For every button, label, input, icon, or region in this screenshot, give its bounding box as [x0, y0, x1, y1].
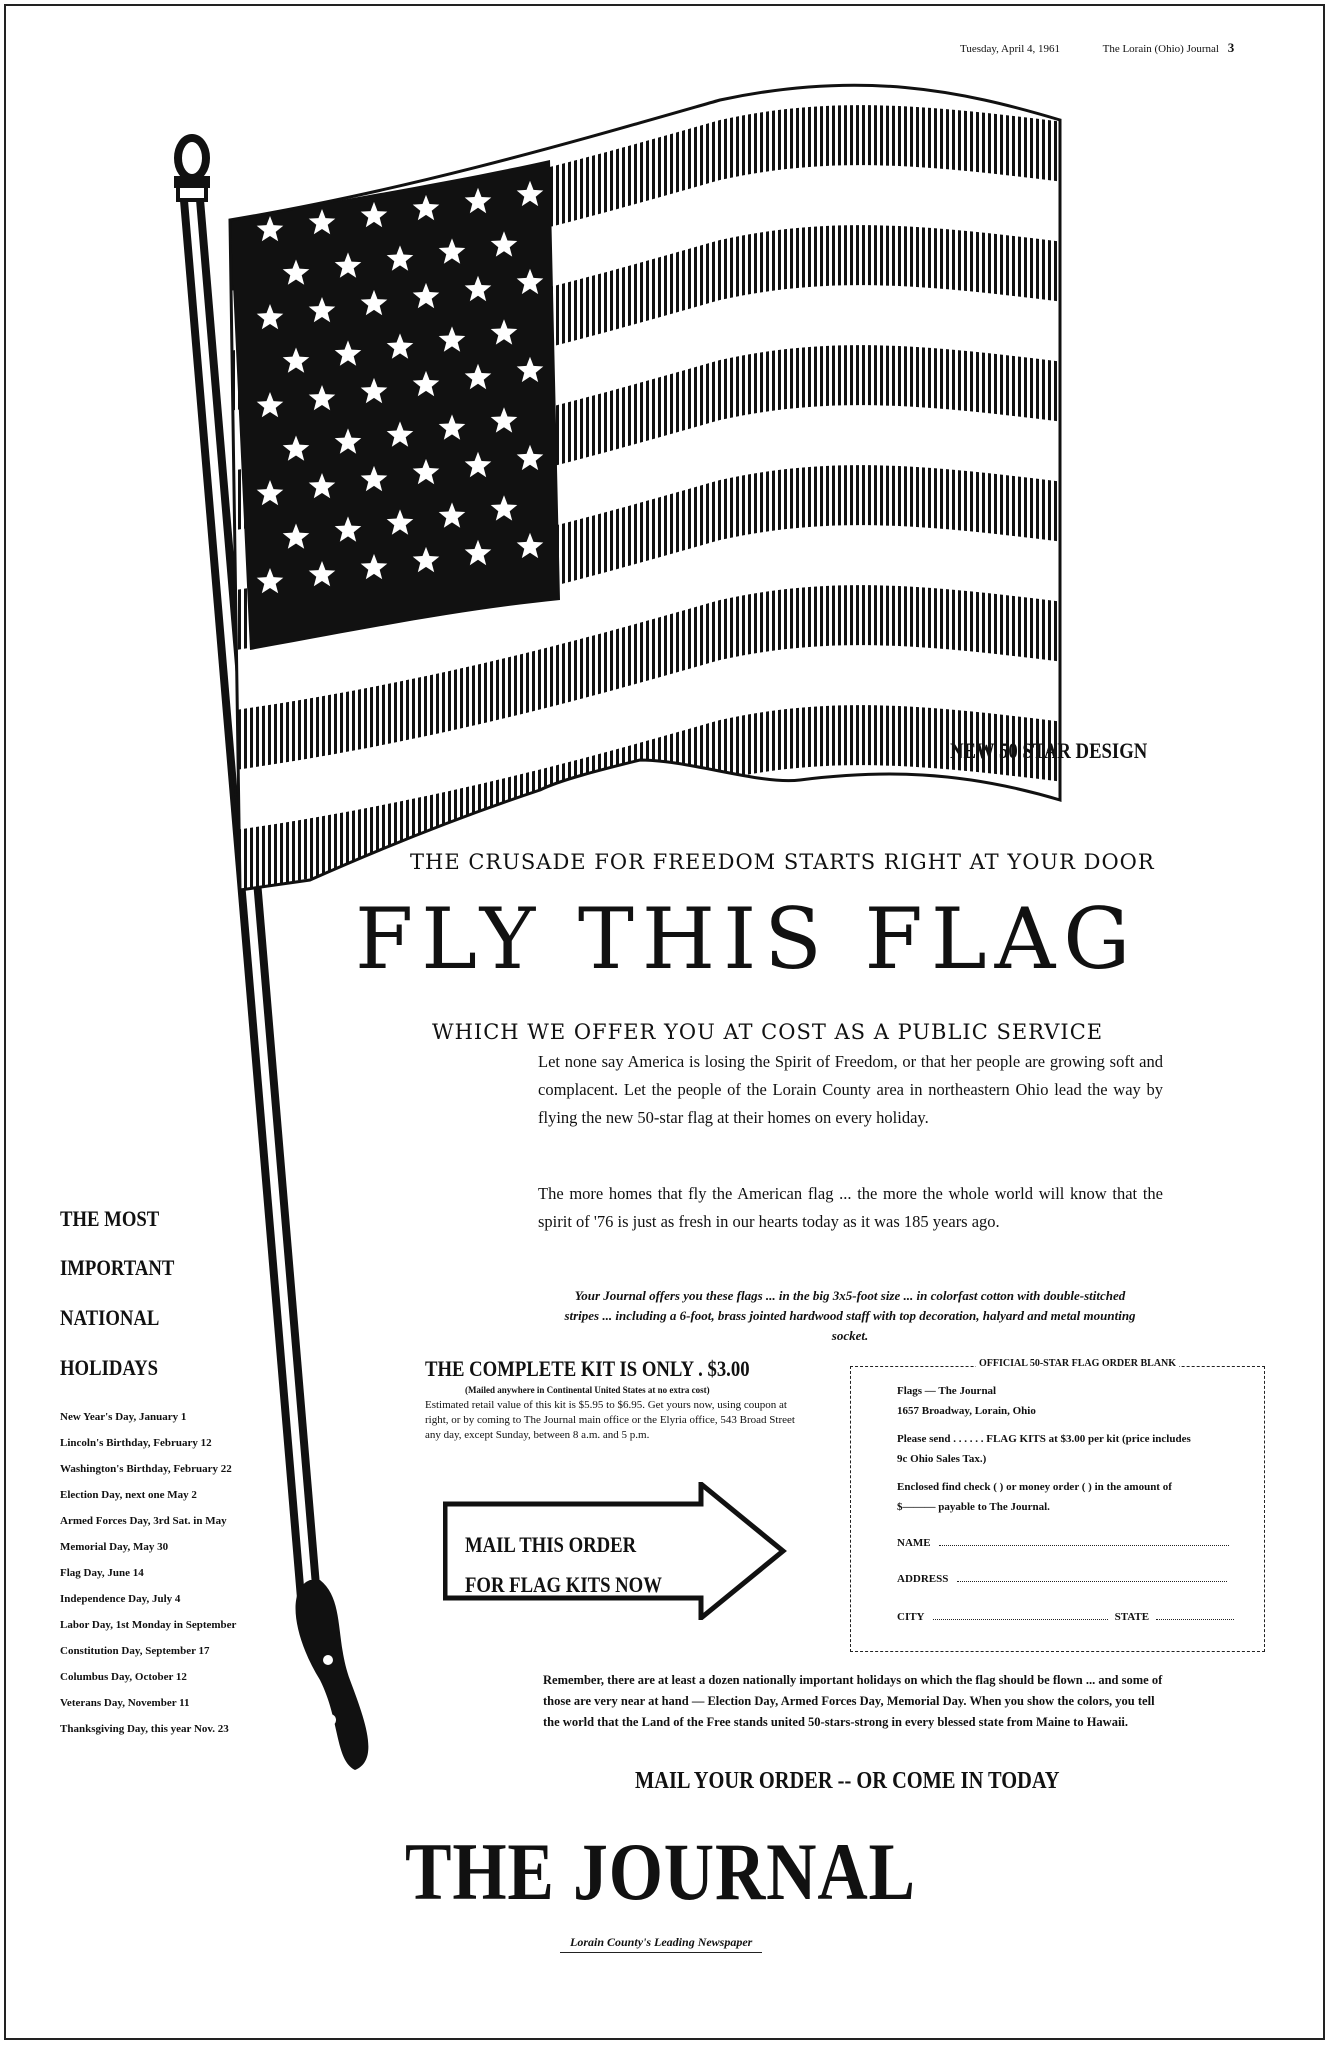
brand-tagline: Lorain County's Leading Newspaper: [560, 1935, 762, 1953]
brand-logo: THE JOURNAL: [405, 1826, 916, 1917]
order-form-title: OFFICIAL 50-STAR FLAG ORDER BLANK: [976, 1358, 1179, 1369]
list-item: Veterans Day, November 11: [60, 1697, 190, 1709]
masthead-date: Tuesday, April 4, 1961: [960, 43, 1061, 55]
city-label: CITY: [897, 1611, 925, 1623]
mail-order-line-2: FOR FLAG KITS NOW: [465, 1572, 662, 1597]
list-item: Thanksgiving Day, this year Nov. 23: [60, 1723, 229, 1735]
ad-paragraph-2: The more homes that fly the American flag ... the more the whole world will know that the spirit of '76 is just as fresh in our hearts today as it was 185 years ago.: [538, 1184, 1163, 1231]
ad-subhead: WHICH WE OFFER YOU AT COST AS A PUBLIC SERVICE: [432, 1020, 1104, 1044]
list-item: Armed Forces Day, 3rd Sat. in May: [60, 1515, 227, 1527]
order-quantity-line[interactable]: Please send . . . . . . FLAG KITS at $3.00 per kit (price includes: [897, 1433, 1191, 1445]
masthead-paper: The Lorain (Ohio) Journal: [1102, 43, 1219, 55]
kit-price-title: THE COMPLETE KIT IS ONLY . $3.00: [425, 1356, 750, 1381]
address-label: ADDRESS: [897, 1573, 949, 1585]
name-input-line[interactable]: [939, 1545, 1229, 1546]
ad-kicker: THE CRUSADE FOR FREEDOM STARTS RIGHT AT YOUR DOOR: [410, 850, 1155, 874]
address-field[interactable]: [897, 1573, 1252, 1585]
holidays-title-line-2: IMPORTANT: [60, 1255, 175, 1280]
holiday-list: [60, 1404, 236, 1742]
mail-order-line-1: MAIL THIS ORDER: [465, 1532, 637, 1557]
list-item: Memorial Day, May 30: [60, 1541, 169, 1553]
state-input-line[interactable]: [1156, 1619, 1234, 1620]
kit-shipping-note: (Mailed anywhere in Continental United States at no extra cost): [465, 1385, 710, 1395]
order-payment-line[interactable]: Enclosed find check ( ) or money order ( ) in the amount of: [897, 1481, 1172, 1493]
finial-icon: [174, 138, 210, 200]
list-item: Labor Day, 1st Monday in September: [60, 1619, 237, 1631]
list-item: Election Day, next one May 2: [60, 1489, 197, 1501]
call-to-action: MAIL YOUR ORDER -- OR COME IN TODAY: [635, 1768, 1060, 1794]
order-addressee-1: Flags — The Journal: [897, 1385, 997, 1397]
holidays-title-line-1: THE MOST: [60, 1206, 160, 1231]
masthead: [960, 40, 1274, 56]
list-item: Columbus Day, October 12: [60, 1671, 187, 1683]
order-form: [850, 1358, 1265, 1652]
flag-design-badge: NEW 50 STAR DESIGN: [950, 738, 1148, 763]
city-input-line[interactable]: [933, 1619, 1108, 1620]
name-field[interactable]: [897, 1537, 1252, 1549]
address-input-line[interactable]: [957, 1581, 1227, 1582]
list-item: Constitution Day, September 17: [60, 1645, 210, 1657]
list-item: Washington's Birthday, February 22: [60, 1463, 232, 1475]
ad-headline: FLY THIS FLAG: [355, 890, 1139, 988]
ad-paragraph-1: Let none say America is losing the Spirit of Freedom, or that her people are growing soft and complacent. Let the people of the Lorain County area in northeastern Ohio lead the way by flying the new 50-star flag at their homes on every holiday.: [538, 1052, 1163, 1127]
offer-note: Your Journal offers you these flags ... in the big 3x5-foot size ... in colorfast cotton with double-stitched stripes ... including a 6-foot, brass jointed hardwood staff with top decoration, halyard and metal mounting socket.: [564, 1288, 1136, 1343]
kit-description: Estimated retail value of this kit is $5.95 to $6.95. Get yours now, using coupon at right, or by coming to The Journal main office or the Elyria office, 543 Broad Street any day, except Sunday, between 8 a.m. and 5 p.m.: [425, 1399, 795, 1441]
order-addressee-2: 1657 Broadway, Lorain, Ohio: [897, 1405, 1036, 1417]
list-item: Lincoln's Birthday, February 12: [60, 1437, 212, 1449]
order-tax-line: 9c Ohio Sales Tax.): [897, 1453, 987, 1465]
list-item: New Year's Day, January 1: [60, 1411, 187, 1423]
closing-paragraph: Remember, there are at least a dozen nationally important holidays on which the flag should be flown ... and some of those are very near at hand — Election Day, Armed Forces Day, Memorial Day. When you show the colors, you tell the world that the Land of the Free stands united 50-stars-strong in every blessed state from Maine to Hawaii.: [543, 1673, 1163, 1729]
city-state-field[interactable]: [897, 1611, 1252, 1623]
mounting-socket-icon: [296, 1580, 369, 1770]
name-label: NAME: [897, 1537, 931, 1549]
holidays-title-line-3: NATIONAL: [60, 1305, 160, 1330]
state-label: STATE: [1114, 1611, 1150, 1623]
list-item: Independence Day, July 4: [60, 1593, 181, 1605]
holidays-title-line-4: HOLIDAYS: [60, 1355, 159, 1380]
list-item: Flag Day, June 14: [60, 1567, 144, 1579]
order-amount-line[interactable]: $——— payable to The Journal.: [897, 1501, 1050, 1513]
masthead-page: 3: [1227, 40, 1235, 55]
